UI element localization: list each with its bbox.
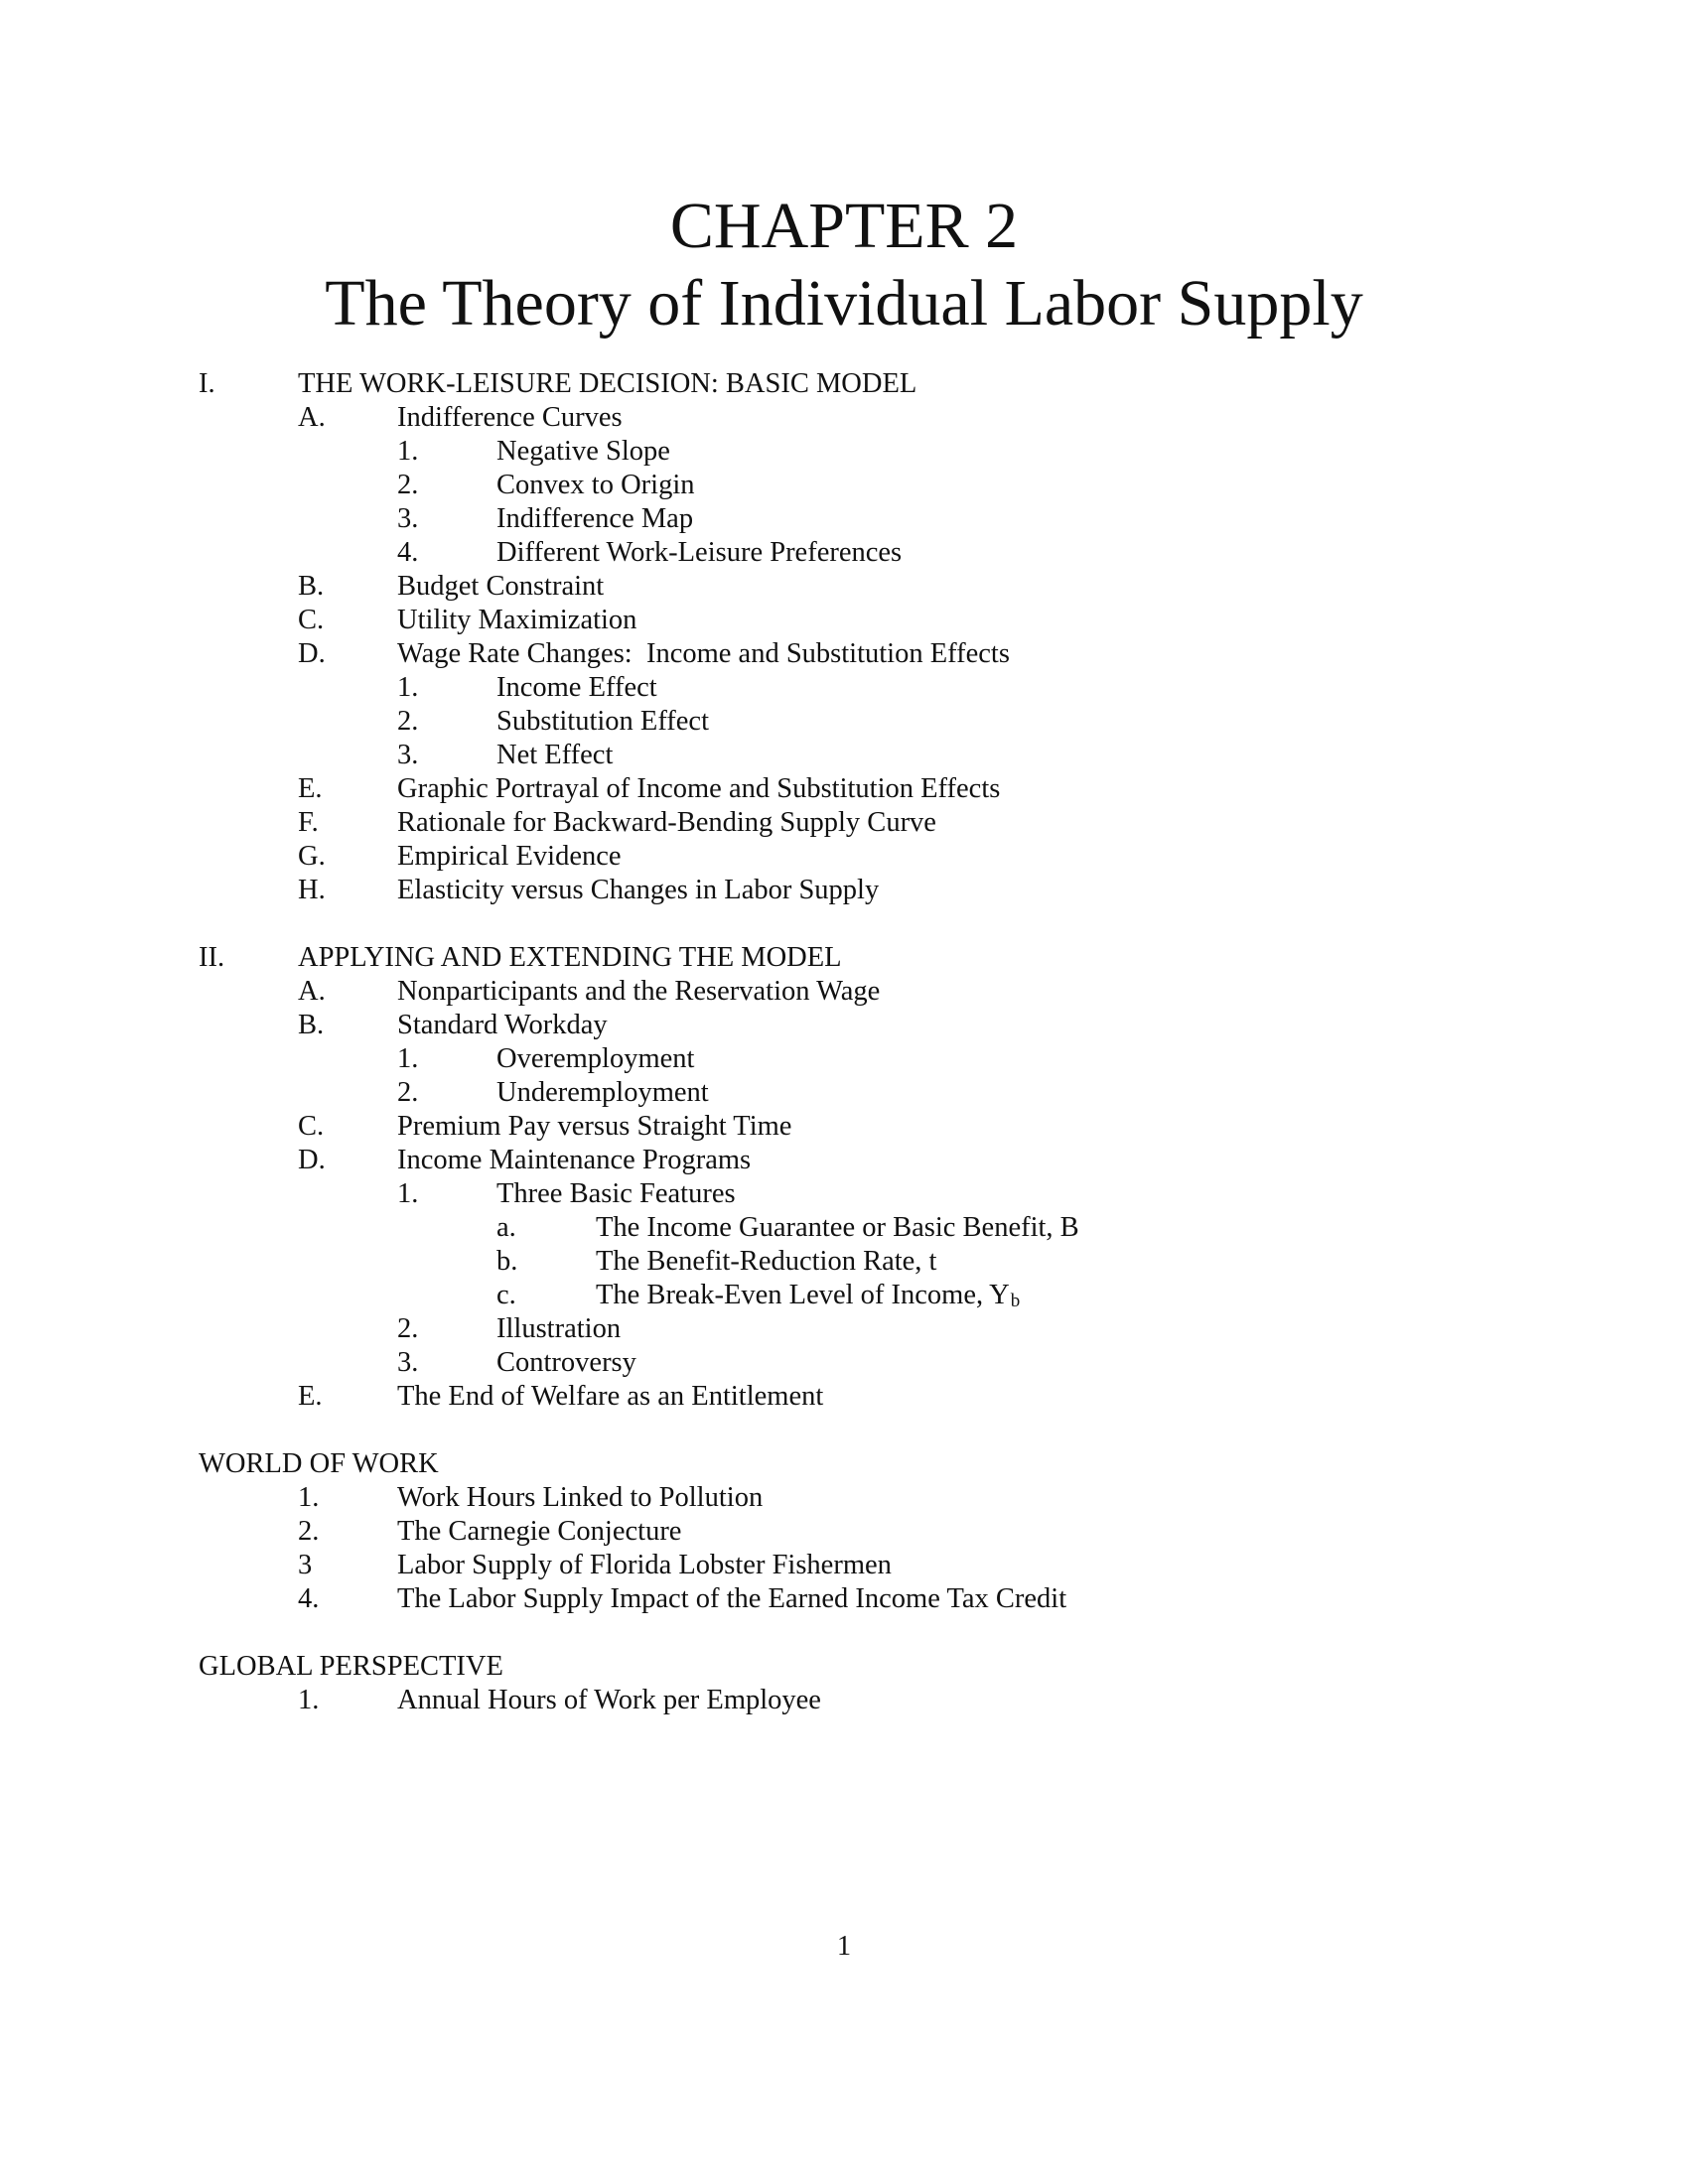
outline-item (0, 1076, 1688, 1110)
outline-item (0, 1009, 1688, 1042)
outline-marker: 1. (298, 1482, 320, 1513)
outline-section-world-of-work (0, 1447, 1688, 1481)
outline-marker: 2. (298, 1516, 320, 1547)
outline-marker: 4. (397, 537, 419, 568)
outline-marker: 1. (397, 436, 419, 467)
outline-marker: A. (298, 402, 326, 433)
outline-marker: 2. (397, 1077, 419, 1108)
outline-text: Elasticity versus Changes in Labor Supply (397, 875, 880, 905)
outline-text: Convex to Origin (496, 470, 695, 500)
outline-marker: E. (298, 1381, 323, 1412)
outline-marker: 1. (298, 1685, 320, 1715)
outline-item (0, 1042, 1688, 1076)
outline-item (0, 705, 1688, 739)
outline-item (0, 469, 1688, 502)
outline-text: Overemployment (496, 1043, 695, 1074)
outline-item (0, 1144, 1688, 1177)
outline-item (0, 1582, 1688, 1616)
outline-text: Graphic Portrayal of Income and Substitution Effects (397, 773, 1001, 804)
outline-item (0, 1549, 1688, 1582)
outline-item (0, 637, 1688, 671)
outline-text: The Benefit-Reduction Rate, t (596, 1246, 937, 1277)
outline-item (0, 1312, 1688, 1346)
outline-text: Utility Maximization (397, 605, 637, 635)
outline-marker: 1. (397, 672, 419, 703)
outline-text: Substitution Effect (496, 706, 710, 737)
outline-marker: C. (298, 605, 325, 635)
outline-marker: 3. (397, 503, 419, 534)
outline-item (0, 671, 1688, 705)
outline-item (0, 975, 1688, 1009)
outline-item (0, 570, 1688, 604)
outline-heading: GLOBAL PERSPECTIVE (199, 1651, 503, 1682)
outline-marker: 1. (397, 1043, 419, 1074)
outline-heading: WORLD OF WORK (199, 1448, 439, 1479)
outline-marker: 3 (298, 1550, 313, 1580)
outline-item (0, 604, 1688, 637)
outline-marker: A. (298, 976, 326, 1007)
outline-marker: 2. (397, 1313, 419, 1344)
outline-item (0, 1346, 1688, 1380)
outline-item (0, 1380, 1688, 1414)
outline-item (0, 435, 1688, 469)
outline-text: Nonparticipants and the Reservation Wage (397, 976, 881, 1007)
outline-text: The Break-Even Level of Income, Y (596, 1280, 1010, 1310)
outline-text: Work Hours Linked to Pollution (397, 1482, 764, 1513)
outline-heading: APPLYING AND EXTENDING THE MODEL (298, 942, 842, 973)
outline-text: Indifference Map (496, 503, 694, 534)
outline-marker: b. (496, 1246, 518, 1277)
outline-text: Labor Supply of Florida Lobster Fishermen (397, 1550, 892, 1580)
chapter-title: The Theory of Individual Labor Supply (325, 267, 1363, 340)
outline-text: The Labor Supply Impact of the Earned Income Tax Credit (397, 1583, 1067, 1614)
outline-marker: 2. (397, 706, 419, 737)
outline-text: Empirical Evidence (397, 841, 622, 872)
outline-text: Indifference Curves (397, 402, 623, 433)
outline-marker: C. (298, 1111, 325, 1142)
outline-marker: 1. (397, 1178, 419, 1209)
page-number: 1 (836, 1931, 852, 1962)
outline-marker: 3. (397, 1347, 419, 1378)
outline-marker: a. (496, 1212, 516, 1243)
outline-text: Negative Slope (496, 436, 670, 467)
outline-text: Standard Workday (397, 1010, 608, 1040)
outline-text: Premium Pay versus Straight Time (397, 1111, 792, 1142)
outline-marker: 4. (298, 1583, 320, 1614)
outline-item (0, 772, 1688, 806)
outline-marker: D. (298, 1145, 326, 1175)
outline-item (0, 1177, 1688, 1211)
outline-item (0, 1279, 1688, 1312)
outline-marker: c. (496, 1280, 516, 1310)
outline-marker: 3. (397, 740, 419, 770)
outline-text: Rationale for Backward-Bending Supply Curve (397, 807, 936, 838)
outline-text: Wage Rate Changes: Income and Substitution Effects (397, 638, 1010, 669)
outline-text: Three Basic Features (496, 1178, 736, 1209)
outline-marker: F. (298, 807, 319, 838)
outline-item (0, 840, 1688, 874)
outline-section-global-perspective (0, 1650, 1688, 1684)
outline-text: Illustration (496, 1313, 622, 1344)
outline-text: The End of Welfare as an Entitlement (397, 1381, 824, 1412)
outline-marker: I. (199, 368, 215, 399)
outline-item (0, 739, 1688, 772)
outline-marker: B. (298, 1010, 325, 1040)
outline-marker: G. (298, 841, 326, 872)
outline-marker: B. (298, 571, 325, 602)
outline-text: Controversy (496, 1347, 636, 1378)
outline-marker: H. (298, 875, 326, 905)
outline-text: Annual Hours of Work per Employee (397, 1685, 821, 1715)
outline-section-2 (0, 941, 1688, 975)
outline-item (0, 806, 1688, 840)
outline-item (0, 1515, 1688, 1549)
outline-marker: II. (199, 942, 225, 973)
outline-item (0, 1211, 1688, 1245)
outline-text: Income Maintenance Programs (397, 1145, 752, 1175)
outline-item (0, 1684, 1688, 1717)
outline-text: Underemployment (496, 1077, 709, 1108)
chapter-label: CHAPTER 2 (669, 190, 1019, 262)
outline-text: The Carnegie Conjecture (397, 1516, 682, 1547)
outline-item (0, 1245, 1688, 1279)
outline-marker: D. (298, 638, 326, 669)
outline-text: Net Effect (496, 740, 614, 770)
outline-item (0, 1481, 1688, 1515)
subscript: b (1010, 1291, 1021, 1311)
outline-text: The Income Guarantee or Basic Benefit, B (596, 1212, 1079, 1243)
outline-item (0, 536, 1688, 570)
outline-marker: E. (298, 773, 323, 804)
outline-item (0, 874, 1688, 907)
outline-item (0, 401, 1688, 435)
outline-item (0, 1110, 1688, 1144)
outline-text: Different Work-Leisure Preferences (496, 537, 903, 568)
outline-item (0, 502, 1688, 536)
outline-text: Income Effect (496, 672, 657, 703)
outline-marker: 2. (397, 470, 419, 500)
outline-heading: THE WORK-LEISURE DECISION: BASIC MODEL (298, 368, 917, 399)
outline-text: Budget Constraint (397, 571, 605, 602)
outline-section-1 (0, 367, 1688, 401)
